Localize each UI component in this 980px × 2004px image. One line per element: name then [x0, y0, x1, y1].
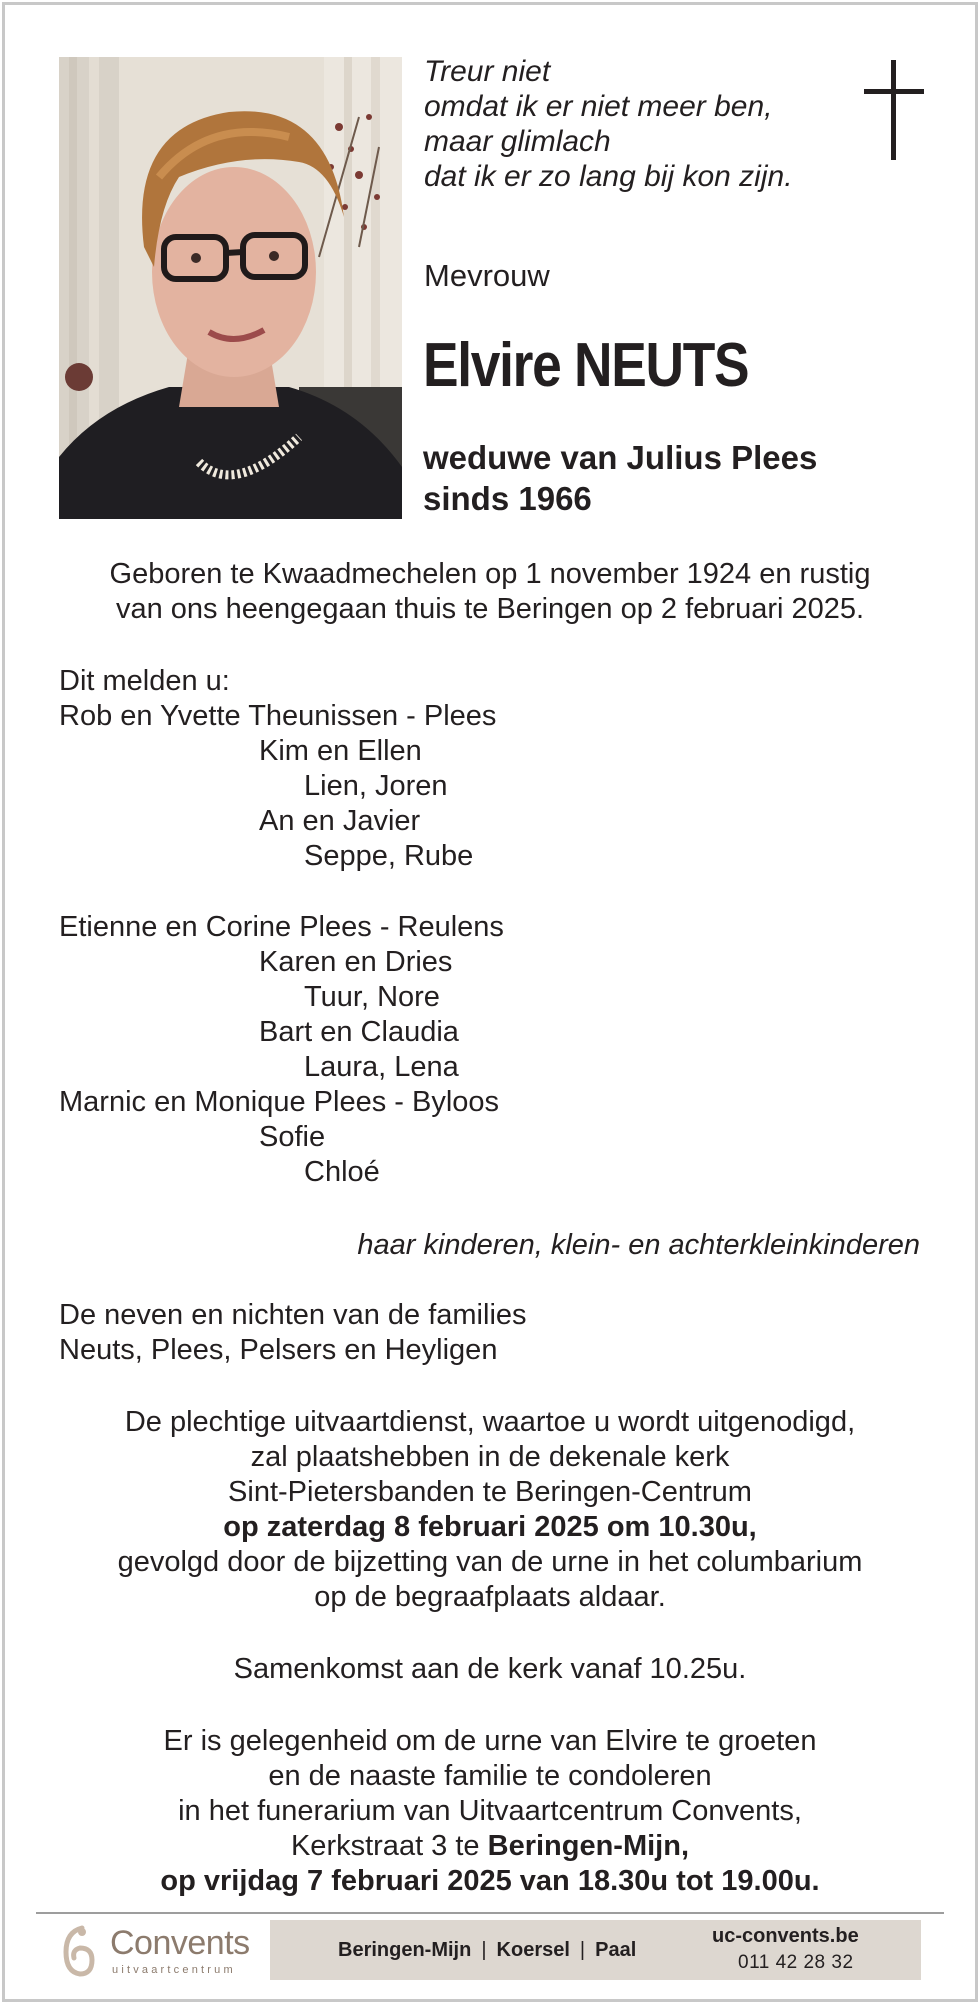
location-list — [338, 1939, 636, 1962]
family-line: Sofie — [259, 1121, 326, 1153]
visitation-town: Beringen-Mijn, — [487, 1830, 690, 1862]
visitation-date: op vrijdag 7 februari 2025 van 18.30u tot 19.00u. — [160, 1865, 820, 1897]
family-line: Karen en Dries — [259, 946, 453, 978]
family-line: Seppe, Rube — [304, 840, 474, 872]
location-paal: Paal — [595, 1939, 637, 1961]
website-link[interactable]: uc-convents.be — [712, 1925, 859, 1947]
visitation-address-text: Kerkstraat 3 te — [290, 1830, 488, 1862]
logo-subtitle: uitvaartcentrum — [112, 1964, 236, 1976]
family-line: An en Javier — [259, 805, 421, 837]
service-line: op de begraafplaats aldaar. — [314, 1581, 666, 1613]
family-line: Tuur, Nore — [304, 981, 440, 1013]
conventslogo-icon — [60, 1924, 96, 1978]
separator: | — [579, 1939, 586, 1961]
separator: | — [481, 1939, 487, 1961]
poem-line: maar glimlach — [424, 125, 611, 158]
extended-family-line: De neven en nichten van de families — [59, 1299, 527, 1331]
death-line: van ons heengegaan thuis te Beringen op 2 februari 2025. — [115, 593, 865, 625]
poem-line: dat ik er zo lang bij kon zijn. — [424, 160, 793, 193]
extended-family-line: Neuts, Plees, Pelsers en Heyligen — [59, 1334, 498, 1366]
poem-line: omdat ik er niet meer ben, — [424, 90, 773, 123]
family-line: Laura, Lena — [304, 1051, 459, 1083]
logo-name: Convents — [110, 1924, 250, 1962]
location-beringen-mijn: Beringen-Mijn — [338, 1939, 472, 1961]
widow-line: sinds 1966 — [423, 480, 592, 517]
portrait-photo — [59, 57, 402, 519]
service-line: De plechtige uitvaartdienst, waartoe u wordt uitgenodigd, — [124, 1406, 856, 1438]
title-mevrouw: Mevrouw — [424, 258, 550, 293]
cross-icon — [864, 60, 924, 160]
service-line: gevolgd door de bijzetting van de urne in het columbarium — [117, 1546, 863, 1578]
visitation-line: Er is gelegenheid om de urne van Elvire te groeten — [163, 1725, 817, 1757]
visitation-address — [0, 1829, 980, 1864]
relation-note: haar kinderen, klein- en achterkleinkinderen — [357, 1229, 920, 1261]
family-line: Etienne en Corine Plees - Reulens — [59, 911, 504, 943]
family-line: Bart en Claudia — [259, 1016, 459, 1048]
announce-intro: Dit melden u: — [59, 665, 230, 697]
deceased-name: Elvire NEUTS — [423, 331, 749, 400]
birth-line: Geboren te Kwaadmechelen op 1 november 1924 en rustig — [109, 558, 871, 590]
phone-number: 011 42 28 32 — [738, 1952, 854, 1973]
visitation-line: en de naaste familie te condoleren — [268, 1760, 712, 1792]
family-line: Chloé — [304, 1156, 380, 1188]
widow-line: weduwe van Julius Plees — [423, 439, 818, 476]
visitation-line: in het funerarium van Uitvaartcentrum Convents, — [178, 1795, 802, 1827]
convents-logo — [60, 1924, 270, 1982]
service-line: zal plaatshebben in de dekenale kerk — [250, 1441, 730, 1473]
family-line: Marnic en Monique Plees - Byloos — [59, 1086, 500, 1118]
poem-line: Treur niet — [424, 55, 551, 88]
widow-of — [423, 437, 817, 519]
location-koersel: Koersel — [496, 1939, 570, 1961]
poem — [424, 54, 844, 194]
service-line: Sint-Pietersbanden te Beringen-Centrum — [228, 1476, 752, 1508]
footer-divider — [36, 1912, 944, 1914]
service-date: op zaterdag 8 februari 2025 om 10.30u, — [223, 1511, 757, 1543]
family-line: Lien, Joren — [304, 770, 448, 802]
gathering-line: Samenkomst aan de kerk vanaf 10.25u. — [233, 1653, 747, 1685]
family-line: Kim en Ellen — [259, 735, 422, 767]
family-line: Rob en Yvette Theunissen - Plees — [59, 700, 497, 732]
